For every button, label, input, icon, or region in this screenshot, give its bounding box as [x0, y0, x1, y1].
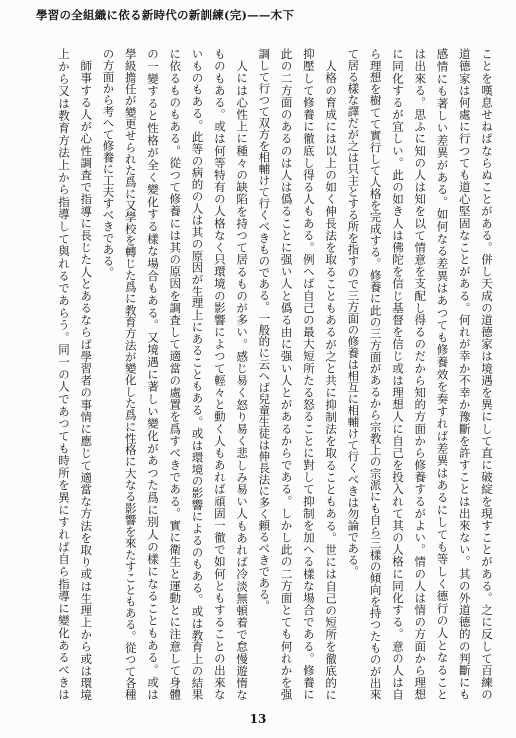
- text-line: いものもある。此等の病的の人は其の原因が生理上にあることもある。或は環境の影響によるのもある。或は教育上の結果: [190, 48, 205, 700]
- text-line: 人には心性上に種々の缺陷を持つて居るものが多い。感じ易く怒り易く悲しみ易い人もあれば冷淡無頓着で怠慢遊惰な: [235, 59, 250, 700]
- text-line: の方面から考へて修養に工夫すべきである。: [101, 48, 116, 278]
- text-line: て居る樣な譯だが之は只主とする所を指すので三方面の修養は相互に相輔けて行くべきは勿論である。: [346, 48, 361, 577]
- page-number: 13: [249, 712, 267, 726]
- text-line: 道德家は何處に行つても道心堅固なことがある。何れが幸か不幸か豫斷を許すことは出來ない。其の外道德的の判斷にも: [457, 48, 472, 700]
- text-line: ことを嘆息せねばならぬことがある。併し天成の道德家は境遇を異にして直に破綻を現すことがある。之に反して百練の: [480, 48, 494, 700]
- body-text: [53, 48, 498, 700]
- text-line: 學級擔任が變更せられた爲に又學校を轉じた爲に教育方法が變化した爲に性格に大なる影響を來たすこともある。從つて各種: [123, 48, 138, 700]
- paragraph: [97, 48, 253, 700]
- text-line: 抑壓して修養に徹底し得る人もある。例へば自己の最大短所たる怒ることに對して抑制を加へる樣な場合である。修養に: [301, 48, 316, 700]
- text-line: に依るものもある。從つて修養には其の原因を調査して適當の處置を爲すべきである。實に衛生と運動とに注意して身體: [168, 48, 183, 700]
- paragraph: [342, 48, 498, 700]
- running-title: 學習の全組織に依る新時代の新訓練(完)——木下: [36, 8, 295, 22]
- text-line: 此の二方面のあるのは人は僞ることに强い人と僞る由に强い人とがあるからである。しかし此の二方面とても何れかを强: [279, 48, 294, 700]
- text-line: 師事する人が心性調査で指導に長じた人とあるならば學習者の事情に應じて適當な方法を取り或は生理上から或は環境: [79, 59, 94, 700]
- text-line: に同化するが宜しい。此の如き人は佛陀を信じ基督を信じ或は理想人に自己を投入れて其の人格に同化する。意の人は自: [390, 48, 405, 700]
- text-line: 人格の育成には以上の如く伸長法を取ることもあるが之と共に抑制法を取ることもある。世には自己の短所を徹底的に: [324, 59, 339, 700]
- text-line: の一變すると性格が全く變化する樣な場合もある。又境遇に著しい變化があつた爲に別人の樣になることもある。或は: [146, 48, 161, 701]
- paragraph: [253, 48, 342, 700]
- text-line: は出來る。思ふに知の人は知を以て情意を支配し得るのだから知的方面から修養するがよい。情の人は情の方面から理想: [413, 48, 428, 700]
- text-line: 感情にも著しい差異がある。如何なる差異はあつても修養效を奏すれば差異はあるにしても等しく德行の人となること: [435, 48, 450, 701]
- paragraph: [53, 48, 98, 700]
- text-line: ら理想を樹てて實行して人格を完成する。修養に此の三方面があるから宗教上の宗派にも自ら三樣の傾向を持つたものが出來: [368, 48, 383, 700]
- text-line: 調して行つて双方を相輔けて行くべきものである。一般的に云へば兒童生徒は伸長法に多く頼るべきである。: [257, 48, 272, 612]
- text-line: ものもある。或は何等特有の人格なく只環境の影響によつて輕々と動く人もあれば頑固一徹で如何ともすることの出來な: [212, 48, 227, 700]
- text-line: 上から又は教育方法上から指導して與れるであらう。同一の人であつても時所を異にすれば自ら指導に變化あるべきは: [56, 48, 71, 700]
